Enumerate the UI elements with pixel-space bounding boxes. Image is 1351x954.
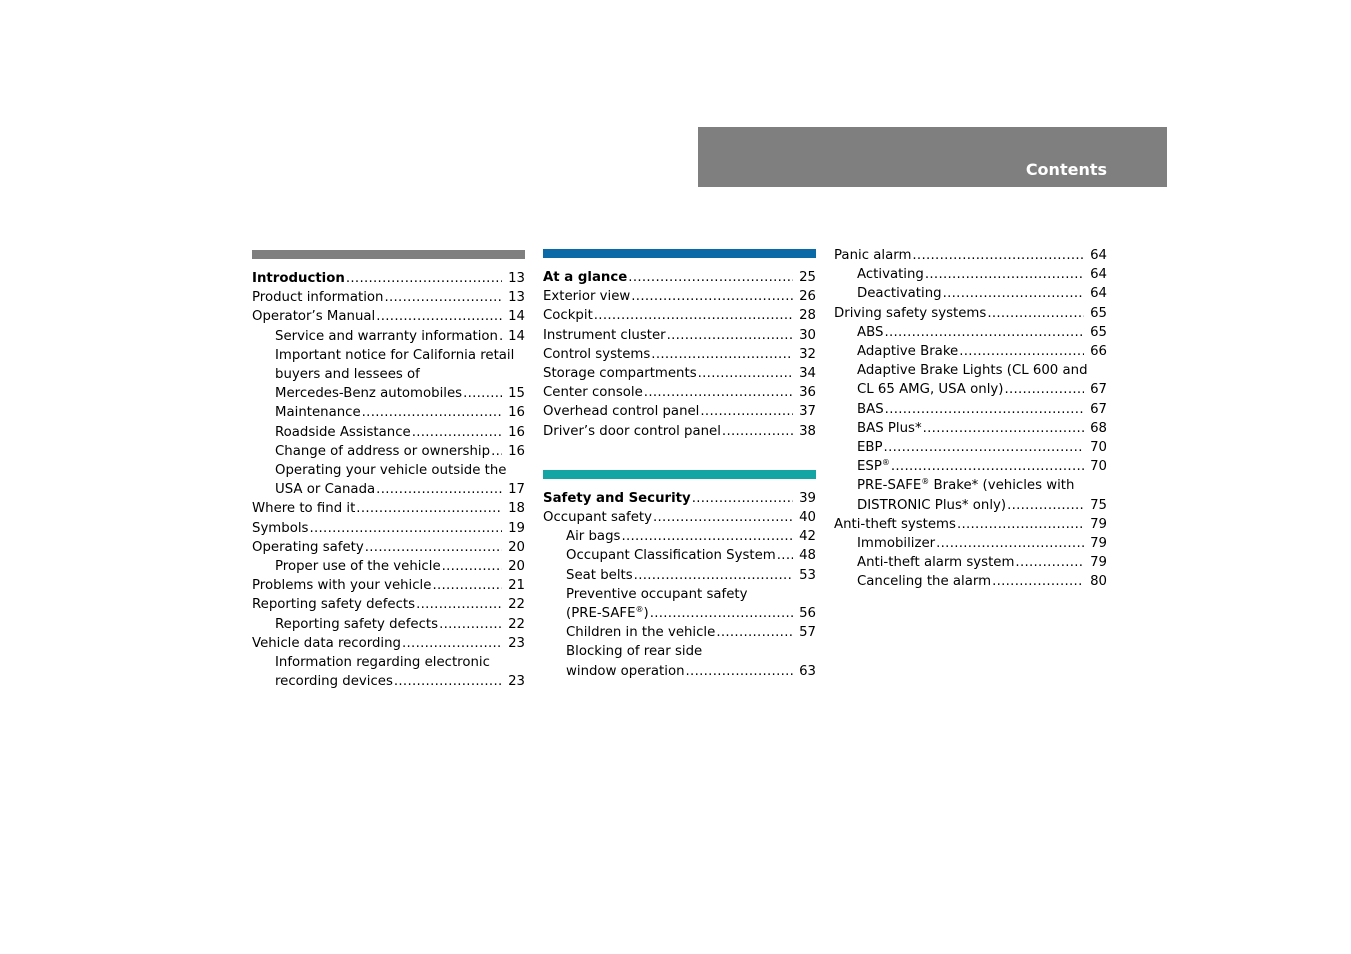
toc-page: 68	[1090, 420, 1107, 436]
toc-label: Control systems	[543, 346, 651, 362]
toc-page: 64	[1090, 286, 1107, 302]
toc-page: 25	[799, 270, 816, 285]
toc-page: 20	[508, 559, 525, 575]
toc-page: 23	[508, 635, 525, 651]
toc-subentry[interactable]	[834, 323, 1107, 342]
toc-page: 53	[799, 567, 816, 583]
toc-page: 70	[1090, 440, 1107, 456]
toc-page: 15	[508, 386, 525, 402]
leader-dots	[653, 508, 793, 527]
toc-page: 14	[508, 309, 525, 325]
toc-page: 56	[799, 606, 816, 622]
toc-label: window operation	[566, 663, 685, 679]
leader-dots	[884, 323, 1084, 342]
toc-label: Roadside Assistance	[275, 424, 411, 440]
toc-label: Occupant Classification System	[566, 548, 776, 564]
toc-label: Deactivating	[857, 286, 942, 302]
leader-dots	[923, 419, 1084, 438]
toc-label: Where to find it	[252, 501, 356, 517]
page-title: Contents	[1025, 160, 1107, 179]
toc-label: Reporting safety defects	[252, 597, 416, 613]
toc-subentry[interactable]	[834, 265, 1107, 284]
toc-label: Overhead control panel	[543, 404, 700, 420]
toc-heading-introduction[interactable]	[252, 269, 525, 288]
toc-page: 64	[1090, 248, 1107, 263]
toc-entry[interactable]	[834, 246, 1107, 265]
toc-label: USA or Canada	[275, 482, 376, 498]
section-bar-introduction	[252, 250, 525, 259]
toc-label: Driver’s door control panel	[543, 423, 721, 439]
toc-subentry[interactable]	[252, 480, 525, 499]
toc-page: 30	[799, 327, 816, 343]
toc-label: Canceling the alarm	[857, 574, 992, 590]
toc-page: 79	[1090, 555, 1107, 571]
toc-page: 64	[1090, 267, 1107, 283]
toc-label: Cockpit	[543, 308, 593, 324]
toc-label-text: )	[643, 606, 649, 622]
header-tab	[698, 127, 1167, 187]
toc-page: 66	[1090, 344, 1107, 360]
toc-subentry[interactable]	[252, 615, 525, 634]
toc-page: 38	[799, 423, 816, 439]
toc-label: Anti-theft alarm system	[857, 555, 1015, 571]
section-bar-at-a-glance	[543, 249, 816, 258]
leader-dots	[463, 384, 502, 403]
toc-page: 13	[508, 290, 525, 306]
contents-column-middle	[543, 249, 816, 681]
toc-page: 22	[508, 616, 525, 632]
leader-dots	[716, 623, 793, 642]
leader-dots	[634, 566, 793, 585]
toc-entry[interactable]	[834, 515, 1107, 534]
toc-label: Vehicle data recording	[252, 635, 401, 651]
toc-subentry[interactable]	[543, 566, 816, 585]
toc-label: DISTRONIC Plus* only)	[857, 497, 1007, 513]
toc-label: recording devices	[275, 674, 393, 690]
toc-label: Anti-theft systems	[834, 516, 956, 532]
registered-mark: ®	[635, 605, 644, 615]
toc-entry[interactable]	[543, 402, 816, 421]
leader-dots	[644, 383, 793, 402]
leader-dots	[309, 519, 502, 538]
contents-column-right	[834, 246, 1107, 592]
toc-page: 42	[799, 529, 816, 545]
toc-subentry-line	[834, 476, 1107, 495]
toc-label: Instrument cluster	[543, 327, 666, 343]
leader-dots	[987, 304, 1084, 323]
toc-subentry-line: Information regarding electronic	[275, 655, 490, 671]
toc-page: 67	[1090, 401, 1107, 417]
toc-entry[interactable]	[543, 383, 816, 402]
leader-dots	[722, 422, 793, 441]
leader-dots	[402, 634, 502, 653]
leader-dots	[346, 269, 502, 288]
toc-subentry[interactable]	[834, 400, 1107, 419]
toc-subentry[interactable]	[834, 553, 1107, 572]
leader-dots	[700, 402, 793, 421]
toc-page: 48	[799, 548, 816, 564]
toc-page: 18	[508, 501, 525, 517]
toc-label: Panic alarm	[834, 248, 912, 263]
toc-label: Activating	[857, 267, 924, 283]
toc-page: 28	[799, 308, 816, 324]
leader-dots	[912, 246, 1084, 265]
toc-entry[interactable]	[543, 364, 816, 383]
toc-label: Reporting safety defects	[275, 616, 439, 632]
toc-entry[interactable]	[252, 576, 525, 595]
toc-page: 26	[799, 289, 816, 305]
toc-page: 16	[508, 405, 525, 421]
toc-subentry-line: Important notice for California retail	[275, 347, 515, 363]
leader-dots	[692, 489, 793, 508]
toc-page: 21	[508, 578, 525, 594]
leader-dots	[376, 307, 502, 326]
toc-subentry[interactable]	[252, 423, 525, 442]
toc-entry[interactable]	[543, 345, 816, 364]
toc-label: ABS	[857, 324, 884, 340]
toc-page: 75	[1090, 497, 1107, 513]
leader-dots	[628, 268, 793, 287]
toc-label: Storage compartments	[543, 366, 697, 382]
leader-dots	[442, 557, 502, 576]
toc-label: EBP	[857, 440, 883, 456]
toc-page: 57	[799, 625, 816, 641]
toc-subentry[interactable]	[252, 384, 525, 403]
toc-subentry[interactable]	[834, 342, 1107, 361]
toc-label: Operating safety	[252, 539, 364, 555]
toc-subentry[interactable]	[543, 527, 816, 546]
toc-page: 22	[508, 597, 525, 613]
toc-page: 37	[799, 404, 816, 420]
toc-subentry[interactable]	[252, 327, 525, 346]
toc-page: 13	[508, 271, 525, 286]
toc-subentry[interactable]	[834, 457, 1107, 476]
leader-dots	[777, 546, 793, 565]
toc-entry[interactable]	[543, 306, 816, 325]
toc-page: 67	[1090, 382, 1107, 398]
leader-dots	[884, 438, 1084, 457]
leader-dots	[491, 442, 502, 461]
toc-subentry[interactable]	[252, 403, 525, 422]
toc-page: 20	[508, 539, 525, 555]
section-bar-safety-and-security	[543, 470, 816, 479]
leader-dots	[667, 326, 793, 345]
toc-label: CL 65 AMG, USA only)	[857, 382, 1004, 398]
toc-label: Driving safety systems	[834, 305, 987, 321]
toc-subentry-line: Adaptive Brake Lights (CL 600 and	[857, 363, 1088, 379]
toc-label: Safety and Security	[543, 490, 691, 506]
toc-label	[857, 457, 890, 476]
toc-entry[interactable]	[543, 326, 816, 345]
toc-entry[interactable]	[252, 499, 525, 518]
toc-label: Change of address or ownership	[275, 443, 491, 459]
toc-page: 17	[508, 482, 525, 498]
leader-dots	[384, 288, 502, 307]
toc-page: 32	[799, 346, 816, 362]
toc-label: Exterior view	[543, 289, 631, 305]
toc-subentry[interactable]	[834, 419, 1107, 438]
toc-page: 19	[508, 520, 525, 536]
toc-label: At a glance	[543, 270, 628, 285]
toc-entry[interactable]	[252, 307, 525, 326]
leader-dots	[925, 265, 1084, 284]
toc-label: Seat belts	[566, 567, 633, 583]
leader-dots	[499, 327, 502, 346]
toc-page: 65	[1090, 324, 1107, 340]
leader-dots	[432, 576, 502, 595]
toc-subentry-line: Blocking of rear side	[566, 644, 703, 660]
toc-subentry[interactable]	[252, 557, 525, 576]
toc-subentry[interactable]	[834, 438, 1107, 457]
toc-entry[interactable]	[252, 538, 525, 557]
toc-label: Immobilizer	[857, 536, 936, 552]
toc-label: Symbols	[252, 520, 309, 536]
toc-label-text: (PRE-SAFE	[566, 606, 636, 622]
toc-label: Proper use of the vehicle	[275, 559, 441, 575]
leader-dots	[1007, 496, 1084, 515]
leader-dots	[394, 672, 502, 691]
toc-page: 16	[508, 443, 525, 459]
leader-dots	[698, 364, 793, 383]
toc-subentry[interactable]	[252, 672, 525, 691]
toc-entry[interactable]	[543, 287, 816, 306]
leader-dots	[439, 615, 502, 634]
toc-heading-safety-and-security[interactable]	[543, 489, 816, 508]
toc-label: Problems with your vehicle	[252, 578, 432, 594]
toc-subentry-line: Preventive occupant safety	[566, 586, 748, 602]
toc-label: Operator’s Manual	[252, 309, 376, 325]
toc-page: 40	[799, 510, 816, 526]
toc-label: Maintenance	[275, 405, 361, 421]
toc-subentry[interactable]	[834, 572, 1107, 591]
toc-subentry-line: Operating your vehicle outside the	[275, 463, 507, 479]
toc-subentry[interactable]	[543, 662, 816, 681]
leader-dots	[959, 342, 1084, 361]
leader-dots	[594, 306, 793, 325]
toc-page: 39	[799, 490, 816, 506]
toc-page: 16	[508, 424, 525, 440]
leader-dots	[621, 527, 793, 546]
leader-dots	[1004, 380, 1084, 399]
toc-page: 79	[1090, 536, 1107, 552]
toc-subentry[interactable]	[834, 534, 1107, 553]
leader-dots	[412, 423, 502, 442]
toc-label: Center console	[543, 385, 643, 401]
leader-dots	[891, 457, 1084, 476]
toc-page: 70	[1090, 459, 1107, 475]
toc-subentry[interactable]	[834, 380, 1107, 399]
toc-entry[interactable]	[252, 634, 525, 653]
toc-page: 65	[1090, 305, 1107, 321]
toc-subentry[interactable]	[834, 496, 1107, 515]
leader-dots	[650, 604, 793, 623]
leader-dots	[416, 595, 502, 614]
leader-dots	[885, 400, 1084, 419]
toc-label: Adaptive Brake	[857, 344, 959, 360]
toc-label: Service and warranty information	[275, 328, 498, 344]
registered-mark: ®	[921, 477, 930, 487]
toc-label-text: PRE-SAFE	[857, 478, 922, 494]
toc-page: 80	[1090, 574, 1107, 590]
toc-page: 14	[508, 328, 525, 344]
leader-dots	[376, 480, 502, 499]
toc-page: 23	[508, 674, 525, 690]
toc-page: 79	[1090, 516, 1107, 532]
leader-dots	[992, 572, 1084, 591]
toc-label-text: ESP	[857, 459, 882, 475]
toc-entry[interactable]	[252, 595, 525, 614]
toc-entry[interactable]	[252, 519, 525, 538]
toc-subentry[interactable]	[543, 604, 816, 623]
registered-mark: ®	[881, 458, 890, 468]
toc-heading-at-a-glance[interactable]	[543, 268, 816, 287]
toc-label: BAS	[857, 401, 884, 417]
contents-column-left	[252, 250, 525, 691]
toc-subentry[interactable]	[543, 546, 816, 565]
toc-label: BAS Plus*	[857, 420, 922, 436]
toc-label: Occupant safety	[543, 510, 652, 526]
toc-label: Product information	[252, 290, 384, 306]
leader-dots	[365, 538, 502, 557]
toc-subentry[interactable]	[834, 284, 1107, 303]
toc-label	[566, 604, 649, 623]
leader-dots	[631, 287, 793, 306]
leader-dots	[943, 284, 1084, 303]
toc-page: 36	[799, 385, 816, 401]
leader-dots	[1015, 553, 1084, 572]
toc-entry[interactable]	[834, 304, 1107, 323]
toc-subentry[interactable]	[543, 623, 816, 642]
leader-dots	[356, 499, 502, 518]
toc-label: Air bags	[566, 529, 621, 545]
toc-subentry[interactable]	[252, 442, 525, 461]
leader-dots	[651, 345, 793, 364]
leader-dots	[362, 403, 502, 422]
toc-subentry-line: buyers and lessees of	[275, 367, 420, 383]
toc-label-text: Brake* (vehicles with	[929, 478, 1075, 494]
toc-label: Children in the vehicle	[566, 625, 716, 641]
toc-page: 63	[799, 663, 816, 679]
toc-label: Introduction	[252, 271, 345, 286]
toc-label: Mercedes-Benz automobiles	[275, 386, 463, 402]
toc-entry[interactable]	[543, 508, 816, 527]
toc-entry[interactable]	[543, 422, 816, 441]
leader-dots	[957, 515, 1084, 534]
leader-dots	[936, 534, 1084, 553]
leader-dots	[686, 662, 793, 681]
toc-page: 34	[799, 366, 816, 382]
toc-entry[interactable]	[252, 288, 525, 307]
